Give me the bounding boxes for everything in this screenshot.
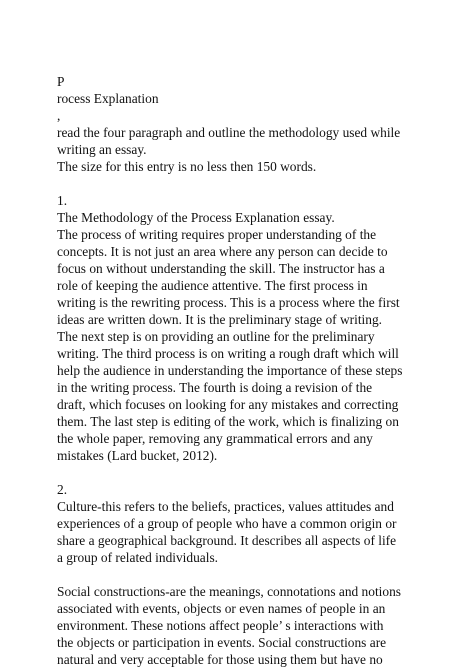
body-line: writing. The third process is on writing a rough draft which will	[57, 346, 399, 361]
section-number: 1.	[57, 193, 68, 208]
body-line: in the writing process. The fourth is doing a revision of the	[57, 380, 373, 395]
body-line: focus on without understanding the skill. The instructor has a	[57, 261, 385, 276]
section-2	[57, 481, 457, 668]
section-number: 2.	[57, 482, 68, 497]
paragraph-gap	[57, 566, 457, 583]
document-body	[57, 73, 457, 668]
social-constructions-line: Social constructions-are the meanings, connotations and notions	[57, 584, 401, 599]
body-line: writing is the rewriting process. This is a process where the first	[57, 295, 400, 310]
title-initial: P	[57, 74, 65, 89]
body-line: ideas are written down. It is the preliminary stage of writing.	[57, 312, 383, 327]
body-line: them. The last step is editing of the work, which is finalizing on	[57, 414, 399, 429]
body-line: help the audience in understanding the importance of these steps	[57, 363, 403, 378]
stray-comma: ,	[57, 108, 61, 123]
body-line: role of keeping the audience attentive. The first process in	[57, 278, 368, 293]
citation-line: mistakes (Lard bucket, 2012).	[57, 448, 218, 463]
section-1	[57, 192, 457, 464]
culture-definition-line: a group of related individuals.	[57, 550, 219, 565]
social-constructions-line: natural and very acceptable for those using them but have no	[57, 652, 383, 667]
instruction-line: writing an essay.	[57, 142, 147, 157]
body-line: concepts. It is not just an area where any person can decide to	[57, 244, 388, 259]
word-count-requirement: The size for this entry is no less then 150 words.	[57, 159, 317, 174]
body-line: draft, which focuses on looking for any mistakes and correcting	[57, 397, 399, 412]
instructions-block	[57, 73, 457, 175]
culture-definition-line: experiences of a group of people who have a common origin or	[57, 516, 397, 531]
body-line: the whole paper, removing any grammatical errors and any	[57, 431, 373, 446]
paragraph-gap	[57, 464, 457, 481]
paragraph-gap	[57, 175, 457, 192]
social-constructions-line: environment. These notions affect people’ s interactions with	[57, 618, 384, 633]
title-remainder: rocess Explanation	[57, 91, 159, 106]
social-constructions-line: the objects or participation in events. Social constructions are	[57, 635, 387, 650]
culture-definition-line: Culture-this refers to the beliefs, practices, values attitudes and	[57, 499, 394, 514]
body-line: The process of writing requires proper understanding of the	[57, 227, 377, 242]
social-constructions-line: associated with events, objects or even names of people in an	[57, 601, 386, 616]
body-line: The next step is on providing an outline for the preliminary	[57, 329, 375, 344]
instruction-line: read the four paragraph and outline the methodology used while	[57, 125, 401, 140]
section-heading: The Methodology of the Process Explanation essay.	[57, 210, 335, 225]
culture-definition-line: share a geographical background. It describes all aspects of life	[57, 533, 397, 548]
